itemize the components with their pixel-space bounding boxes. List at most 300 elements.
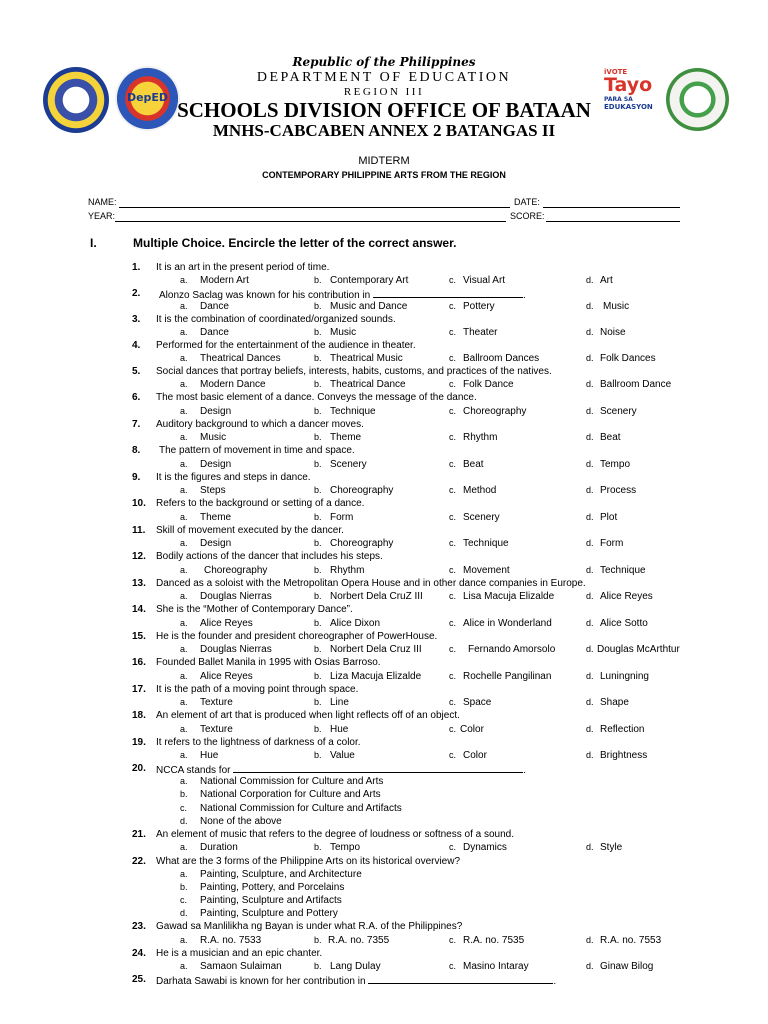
exam-title: MIDTERM xyxy=(358,155,410,167)
question-row xyxy=(0,604,768,617)
choice-letter[interactable]: b. xyxy=(180,882,188,892)
choice-text[interactable]: Theatrical Music xyxy=(330,353,403,364)
question-text: Gawad sa Manlilikha ng Bayan is under what R.A. of the Philippines? xyxy=(156,921,463,932)
choice-text[interactable]: Alice Dixon xyxy=(330,618,381,629)
choice-letter[interactable]: c. xyxy=(449,697,457,707)
answer-blank[interactable] xyxy=(233,763,523,773)
choice-text[interactable]: Theatrical Dances xyxy=(200,353,281,364)
school-heading: MNHS-CABCABEN ANNEX 2 BATANGAS II xyxy=(212,121,556,140)
choice-text[interactable]: National Corporation for Culture and Arts xyxy=(200,789,381,800)
question-row xyxy=(0,340,768,353)
choice-text[interactable]: Douglas McArthtur xyxy=(597,644,680,655)
choice-text[interactable]: R.A. no. 7355 xyxy=(328,935,390,946)
choice-letter[interactable]: c. xyxy=(449,432,457,442)
choice-letter[interactable]: a. xyxy=(180,406,188,416)
choice-text[interactable]: Pottery xyxy=(463,301,495,312)
choice-text[interactable]: Line xyxy=(330,697,349,708)
choice-letter[interactable]: d. xyxy=(586,618,594,628)
department-heading: DEPARTMENT OF EDUCATION xyxy=(256,70,512,85)
choice-letter[interactable]: a. xyxy=(180,327,188,337)
question-text: Refers to the background or setting of a dance. xyxy=(156,498,365,509)
choice-letter[interactable]: c. xyxy=(449,671,457,681)
choice-letter[interactable]: c. xyxy=(449,724,457,734)
choice-letter[interactable]: b. xyxy=(314,406,322,416)
question-row xyxy=(0,525,768,538)
question-number: 4. xyxy=(132,340,141,351)
question-row xyxy=(0,288,768,301)
choices-row xyxy=(0,671,768,684)
question-row xyxy=(0,763,768,776)
choice-text[interactable]: Noise xyxy=(600,327,626,338)
choice-text[interactable]: Duration xyxy=(200,842,238,853)
name-blank[interactable] xyxy=(119,207,510,208)
choice-text[interactable]: Steps xyxy=(200,485,226,496)
choice-letter[interactable]: a. xyxy=(180,301,188,311)
choice-text[interactable]: Douglas Nierras xyxy=(200,644,272,655)
choice-letter[interactable]: d. xyxy=(586,275,594,285)
choice-text[interactable]: Alice Reyes xyxy=(200,618,253,629)
choice-letter[interactable]: c. xyxy=(449,512,457,522)
score-blank[interactable] xyxy=(546,221,680,222)
choice-letter[interactable]: d. xyxy=(586,512,594,522)
choice-text[interactable]: Reflection xyxy=(600,724,645,735)
choice-text[interactable]: Alice Sotto xyxy=(600,618,648,629)
choice-letter[interactable]: b. xyxy=(314,275,322,285)
choice-text[interactable]: Music and Dance xyxy=(330,301,408,312)
choice-text[interactable]: Music xyxy=(200,432,227,443)
choice-text[interactable]: Beat xyxy=(600,432,621,443)
choice-text[interactable]: Lang Dulay xyxy=(330,961,381,972)
choice-text[interactable]: Ginaw Bilog xyxy=(600,961,654,972)
choice-letter[interactable]: b. xyxy=(314,671,322,681)
choice-text[interactable]: Painting, Sculpture, and Architecture xyxy=(200,869,362,880)
choices-row xyxy=(0,750,768,763)
region-heading: REGION III xyxy=(343,86,425,98)
choice-text[interactable]: R.A. no. 7553 xyxy=(600,935,662,946)
choice-option-row xyxy=(0,882,768,895)
choice-letter[interactable]: d. xyxy=(586,565,594,575)
choice-letter[interactable]: c. xyxy=(449,327,457,337)
question-row xyxy=(0,631,768,644)
choice-text[interactable]: Rhythm xyxy=(463,432,498,443)
choice-letter[interactable]: c. xyxy=(449,842,457,852)
choice-text[interactable]: Painting, Sculpture and Pottery xyxy=(200,908,338,919)
choice-letter[interactable]: b. xyxy=(314,565,322,575)
question-number: 23. xyxy=(132,921,146,932)
choice-text[interactable]: Painting, Pottery, and Porcelains xyxy=(200,882,345,893)
question-row xyxy=(0,366,768,379)
choice-option-row xyxy=(0,869,768,882)
choice-letter[interactable]: d. xyxy=(586,353,594,363)
question-row xyxy=(0,948,768,961)
question-row xyxy=(0,314,768,327)
choices-row xyxy=(0,459,768,472)
question-number: 12. xyxy=(132,551,146,562)
choice-text[interactable]: Ballroom Dances xyxy=(463,353,540,364)
choice-text[interactable]: Music xyxy=(603,301,630,312)
choice-text[interactable]: Space xyxy=(463,697,492,708)
choice-letter[interactable]: d. xyxy=(586,671,594,681)
choice-text[interactable]: Choreography xyxy=(463,406,527,417)
choice-text[interactable]: Folk Dances xyxy=(600,353,656,364)
choice-letter[interactable]: a. xyxy=(180,591,188,601)
choice-letter[interactable]: c. xyxy=(449,591,457,601)
choice-text[interactable]: Luningning xyxy=(600,671,649,682)
tayo-logo-big-text: Tayo xyxy=(604,74,653,96)
choice-letter[interactable]: d. xyxy=(586,644,594,654)
choice-text[interactable]: Lisa Macuja Elizalde xyxy=(463,591,555,602)
choice-text[interactable]: Choreography xyxy=(204,565,268,576)
question-text: An element of music that refers to the degree of loudness or softness of a sound. xyxy=(156,829,514,840)
year-blank[interactable] xyxy=(115,221,506,222)
choice-text[interactable]: Dance xyxy=(200,327,229,338)
choice-text[interactable]: Masino Intaray xyxy=(463,961,529,972)
choice-letter[interactable]: d. xyxy=(586,842,594,852)
name-label: NAME: xyxy=(88,197,117,207)
choice-text[interactable]: Value xyxy=(330,750,355,761)
question-text: What are the 3 forms of the Philippine Arts on its historical overview? xyxy=(156,856,461,867)
choice-text[interactable]: Theme xyxy=(330,432,362,443)
choice-text[interactable]: Design xyxy=(200,538,232,549)
question-text: Auditory background to which a dancer moves. xyxy=(156,419,364,430)
choice-letter[interactable]: b. xyxy=(314,842,322,852)
choice-text[interactable]: Hue xyxy=(330,724,349,735)
choice-letter[interactable]: a. xyxy=(180,538,188,548)
choice-text[interactable]: Music xyxy=(330,327,357,338)
question-number: 19. xyxy=(132,737,146,748)
choice-text[interactable]: National Commission for Culture and Arts xyxy=(200,776,384,787)
choice-letter[interactable]: d. xyxy=(180,816,188,826)
choice-text[interactable]: Modern Dance xyxy=(200,379,266,390)
choice-text[interactable]: Norbert Dela Cruz III xyxy=(330,644,422,655)
choices-row xyxy=(0,301,768,314)
choice-letter[interactable]: d. xyxy=(586,935,594,945)
choice-text[interactable]: Theme xyxy=(200,512,232,523)
choice-letter[interactable]: d. xyxy=(586,697,594,707)
choice-letter[interactable]: d. xyxy=(586,301,594,311)
choice-letter[interactable]: b. xyxy=(314,935,322,945)
question-number: 22. xyxy=(132,856,146,867)
choice-letter[interactable]: b. xyxy=(314,432,322,442)
choices-row xyxy=(0,618,768,631)
choices-row xyxy=(0,432,768,445)
question-text: She is the “Mother of Contemporary Dance”. xyxy=(156,604,353,615)
choice-text[interactable]: Brightness xyxy=(600,750,648,761)
choice-text[interactable]: None of the above xyxy=(200,816,282,827)
choice-letter[interactable]: b. xyxy=(314,961,322,971)
choice-letter[interactable]: a. xyxy=(180,644,188,654)
question-number: 6. xyxy=(132,392,141,403)
choice-letter[interactable]: a. xyxy=(180,512,188,522)
choice-text[interactable]: Visual Art xyxy=(463,275,506,286)
question-row xyxy=(0,419,768,432)
choice-letter[interactable]: a. xyxy=(180,776,188,786)
choice-letter[interactable]: d. xyxy=(586,724,594,734)
score-label: SCORE: xyxy=(510,211,545,221)
choice-text[interactable]: Painting, Sculpture and Artifacts xyxy=(200,895,342,906)
choices-row xyxy=(0,406,768,419)
choice-letter[interactable]: a. xyxy=(180,869,188,879)
choices-row xyxy=(0,697,768,710)
question-text: Alonzo Saclag was known for his contribution in . xyxy=(159,290,526,301)
choice-text[interactable]: Scenery xyxy=(330,459,367,470)
choices-row xyxy=(0,353,768,366)
choice-letter[interactable]: a. xyxy=(180,724,188,734)
choice-letter[interactable]: b. xyxy=(314,379,322,389)
question-text: An element of art that is produced when light reflects off of an object. xyxy=(156,710,460,721)
choice-letter[interactable]: c. xyxy=(449,353,457,363)
choice-letter[interactable]: d. xyxy=(586,485,594,495)
choice-text[interactable]: Technique xyxy=(463,538,509,549)
question-number: 9. xyxy=(132,472,141,483)
choice-text[interactable]: Beat xyxy=(463,459,484,470)
question-text: Performed for the entertainment of the audience in theater. xyxy=(156,340,416,351)
choice-text[interactable]: Plot xyxy=(600,512,618,523)
choice-letter[interactable]: b. xyxy=(314,724,322,734)
choice-text[interactable]: Alice in Wonderland xyxy=(463,618,552,629)
question-row xyxy=(0,684,768,697)
choice-letter[interactable]: a. xyxy=(180,485,188,495)
choice-text[interactable]: Hue xyxy=(200,750,219,761)
choice-text[interactable]: R.A. no. 7535 xyxy=(463,935,525,946)
answer-blank[interactable] xyxy=(373,288,523,298)
choice-text[interactable]: Dance xyxy=(200,301,229,312)
choice-letter[interactable]: c. xyxy=(449,565,457,575)
choice-text[interactable]: Texture xyxy=(200,697,233,708)
question-number: 13. xyxy=(132,578,146,589)
question-number: 18. xyxy=(132,710,146,721)
choice-letter[interactable]: d. xyxy=(586,379,594,389)
choice-text[interactable]: Texture xyxy=(200,724,233,735)
question-number: 2. xyxy=(132,288,141,299)
question-row xyxy=(0,445,768,458)
date-label: DATE: xyxy=(514,197,540,207)
choice-letter[interactable]: a. xyxy=(180,697,188,707)
choice-letter[interactable]: b. xyxy=(314,697,322,707)
choice-text[interactable]: Alice Reyes xyxy=(200,671,253,682)
question-row xyxy=(0,829,768,842)
choice-text[interactable]: Theatrical Dance xyxy=(330,379,406,390)
choice-text[interactable]: Movement xyxy=(463,565,510,576)
choice-letter[interactable]: a. xyxy=(180,961,188,971)
choice-letter[interactable]: a. xyxy=(180,379,188,389)
choice-letter[interactable]: c. xyxy=(449,935,457,945)
choice-letter[interactable]: a. xyxy=(180,459,188,469)
question-number: 1. xyxy=(132,262,141,273)
tayo-logo-small-text: iVOTE xyxy=(604,68,628,76)
choice-letter[interactable]: b. xyxy=(314,538,322,548)
choice-text[interactable]: Design xyxy=(200,459,232,470)
question-row xyxy=(0,392,768,405)
choice-letter[interactable]: c. xyxy=(449,618,457,628)
choice-letter[interactable]: c. xyxy=(449,538,457,548)
question-number: 10. xyxy=(132,498,146,509)
question-row xyxy=(0,498,768,511)
choice-letter[interactable]: a. xyxy=(180,671,188,681)
choice-text[interactable]: Shape xyxy=(600,697,629,708)
question-number: 7. xyxy=(132,419,141,430)
choice-letter[interactable]: b. xyxy=(314,644,322,654)
section-instructions: Multiple Choice. Encircle the letter of the correct answer. xyxy=(133,236,457,250)
choice-text[interactable]: Dynamics xyxy=(463,842,507,853)
choice-letter[interactable]: d. xyxy=(586,961,594,971)
question-text: It refers to the lightness of darkness of a color. xyxy=(156,737,361,748)
question-row xyxy=(0,921,768,934)
choice-letter[interactable]: a. xyxy=(180,935,188,945)
question-number: 3. xyxy=(132,314,141,325)
choice-text[interactable]: Design xyxy=(200,406,232,417)
question-text: It is the figures and steps in dance. xyxy=(156,472,311,483)
choice-letter[interactable]: a. xyxy=(180,353,188,363)
choice-letter[interactable]: d. xyxy=(586,591,594,601)
choice-text[interactable]: Tempo xyxy=(600,459,631,470)
choice-letter[interactable]: c. xyxy=(449,459,457,469)
question-row xyxy=(0,657,768,670)
choice-text[interactable]: Technique xyxy=(600,565,646,576)
question-number: 20. xyxy=(132,763,146,774)
question-row xyxy=(0,578,768,591)
choice-text[interactable]: Scenery xyxy=(600,406,637,417)
choice-text[interactable]: Ballroom Dance xyxy=(600,379,672,390)
choice-text[interactable]: Color xyxy=(460,724,484,735)
choice-letter[interactable]: a. xyxy=(180,432,188,442)
choice-option-row xyxy=(0,816,768,829)
choice-letter[interactable]: b. xyxy=(314,485,322,495)
choice-text[interactable]: Rochelle Pangilinan xyxy=(463,671,552,682)
choice-letter[interactable]: b. xyxy=(314,459,322,469)
choice-letter[interactable]: b. xyxy=(314,591,322,601)
question-text: NCCA stands for . xyxy=(156,765,527,776)
choice-text[interactable]: Rhythm xyxy=(330,565,365,576)
question-text: Social dances that portray beliefs, interests, habits, customs, and practices of the natives. xyxy=(156,366,552,377)
question-row xyxy=(0,856,768,869)
choice-letter[interactable]: d. xyxy=(180,908,188,918)
choices-row xyxy=(0,842,768,855)
choice-letter[interactable]: a. xyxy=(180,565,188,575)
choice-letter[interactable]: c. xyxy=(449,275,457,285)
choice-text[interactable]: Alice Reyes xyxy=(600,591,653,602)
question-number: 16. xyxy=(132,657,146,668)
choice-text[interactable]: Norbert Dela CruZ III xyxy=(330,591,423,602)
choice-text[interactable]: R.A. no. 7533 xyxy=(200,935,262,946)
choice-text[interactable]: National Commission for Culture and Artifacts xyxy=(200,803,402,814)
question-row xyxy=(0,974,768,987)
choice-text[interactable]: Scenery xyxy=(463,512,500,523)
question-row xyxy=(0,737,768,750)
choice-letter[interactable]: c. xyxy=(449,961,457,971)
choice-letter[interactable]: b. xyxy=(180,789,188,799)
choice-letter[interactable]: b. xyxy=(314,750,322,760)
choice-letter[interactable]: d. xyxy=(586,538,594,548)
choices-row xyxy=(0,961,768,974)
question-number: 24. xyxy=(132,948,146,959)
question-text: The most basic element of a dance. Conveys the message of the dance. xyxy=(156,392,477,403)
choice-text[interactable]: Choreography xyxy=(330,538,394,549)
choice-letter[interactable]: c. xyxy=(449,379,457,389)
choices-row xyxy=(0,485,768,498)
choice-letter[interactable]: b. xyxy=(314,301,322,311)
question-text: Founded Ballet Manila in 1995 with Osias Barroso. xyxy=(156,657,381,668)
answer-blank[interactable] xyxy=(368,974,553,984)
year-label: YEAR: xyxy=(88,211,116,221)
choice-option-row xyxy=(0,789,768,802)
choice-letter[interactable]: c. xyxy=(449,301,457,311)
question-number: 15. xyxy=(132,631,146,642)
choice-text[interactable]: Form xyxy=(330,512,354,523)
choice-letter[interactable]: a. xyxy=(180,750,188,760)
choice-text[interactable]: Style xyxy=(600,842,623,853)
choice-letter[interactable]: d. xyxy=(586,750,594,760)
choices-row xyxy=(0,327,768,340)
choice-letter[interactable]: b. xyxy=(314,512,322,522)
choice-text[interactable]: Liza Macuja Elizalde xyxy=(330,671,422,682)
choice-text[interactable]: Choreography xyxy=(330,485,394,496)
question-text: He is the founder and president choreographer of PowerHouse. xyxy=(156,631,438,642)
choices-row xyxy=(0,565,768,578)
choice-letter[interactable]: d. xyxy=(586,432,594,442)
choices-row xyxy=(0,644,768,657)
choice-letter[interactable]: d. xyxy=(586,406,594,416)
choice-text[interactable]: Samaon Sulaiman xyxy=(200,961,282,972)
choice-text[interactable]: Technique xyxy=(330,406,376,417)
choice-text[interactable]: Form xyxy=(600,538,624,549)
choice-text[interactable]: Contemporary Art xyxy=(330,275,409,286)
section-number: I. xyxy=(90,236,97,250)
tayo-logo-sub-text-2: EDUKASYON xyxy=(604,103,653,111)
choices-row xyxy=(0,591,768,604)
choice-letter[interactable]: a. xyxy=(180,618,188,628)
subject-title: CONTEMPORARY PHILIPPINE ARTS FROM THE REGION xyxy=(262,170,506,180)
date-blank[interactable] xyxy=(543,207,680,208)
choice-text[interactable]: Modern Art xyxy=(200,275,249,286)
question-number: 14. xyxy=(132,604,146,615)
choice-letter[interactable]: a. xyxy=(180,275,188,285)
choice-text[interactable]: Tempo xyxy=(330,842,361,853)
choice-letter[interactable]: c. xyxy=(449,750,457,760)
choice-text[interactable]: Fernando Amorsolo xyxy=(468,644,556,655)
choice-letter[interactable]: c. xyxy=(449,485,457,495)
choice-letter[interactable]: c. xyxy=(180,895,188,905)
choice-text[interactable]: Process xyxy=(600,485,637,496)
choice-letter[interactable]: c. xyxy=(449,406,457,416)
choice-letter[interactable]: d. xyxy=(586,327,594,337)
choice-text[interactable]: Theater xyxy=(463,327,498,338)
choice-letter[interactable]: b. xyxy=(314,618,322,628)
choice-letter[interactable]: b. xyxy=(314,327,322,337)
choice-text[interactable]: Folk Dance xyxy=(463,379,514,390)
question-text: It is an art in the present period of time. xyxy=(156,262,330,273)
choice-letter[interactable]: b. xyxy=(314,353,322,363)
choice-letter[interactable]: c. xyxy=(180,803,188,813)
tayo-logo-sub-text: PARA SA xyxy=(604,96,633,103)
question-number: 25. xyxy=(132,974,146,985)
choices-row xyxy=(0,512,768,525)
choice-text[interactable]: Art xyxy=(600,275,613,286)
choice-text[interactable]: Method xyxy=(463,485,497,496)
choice-text[interactable]: Douglas Nierras xyxy=(200,591,272,602)
choice-letter[interactable]: a. xyxy=(180,842,188,852)
choice-letter[interactable]: d. xyxy=(586,459,594,469)
question-text: Danced as a soloist with the Metropolitan Opera House and in other dance companies in Europe. xyxy=(156,578,586,589)
choice-text[interactable]: Color xyxy=(463,750,487,761)
choices-row xyxy=(0,275,768,288)
choice-letter[interactable]: c. xyxy=(449,644,457,654)
question-text: The pattern of movement in time and space. xyxy=(159,445,355,456)
division-heading: SCHOOLS DIVISION OFFICE OF BATAAN xyxy=(177,98,591,122)
question-text: Skill of movement executed by the dancer. xyxy=(156,525,344,536)
choice-option-row xyxy=(0,895,768,908)
question-number: 17. xyxy=(132,684,146,695)
